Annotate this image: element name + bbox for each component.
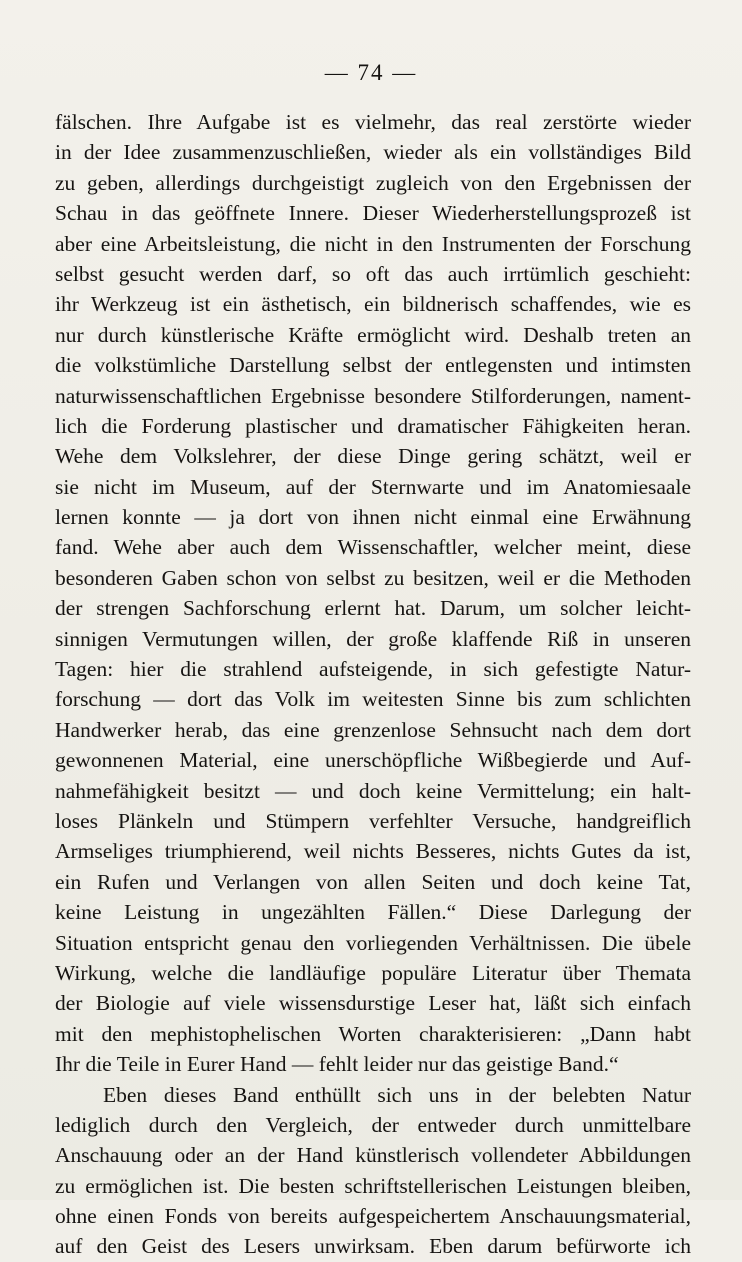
text-line: zu geben, allerdings durchgeistigt zugleich von den Ergebnissen der	[55, 170, 691, 195]
text-line: ihr Werkzeug ist ein ästhetisch, ein bildnerisch schaffendes, wie es	[55, 292, 691, 317]
text-line: lediglich durch den Vergleich, der entweder durch unmittelbare	[55, 1112, 691, 1137]
text-line: Armseliges triumphierend, weil nichts Besseres, nichts Gutes da ist,	[55, 839, 691, 864]
text-line: Tagen: hier die strahlend aufsteigende, in sich gefestigte Natur-	[55, 657, 691, 682]
text-line: Ihr die Teile in Eurer Hand — fehlt leider nur das geistige Band.“	[55, 1052, 619, 1077]
text-line: sinnigen Vermutungen willen, der große klaffende Riß in unseren	[55, 626, 691, 651]
text-line: der strengen Sachforschung erlernt hat. Darum, um solcher leicht-	[55, 596, 691, 621]
text-line: zu ermöglichen ist. Die besten schriftstellerischen Leistungen bleiben,	[55, 1173, 691, 1198]
text-line: auf den Geist des Lesers unwirksam. Eben darum befürworte ich	[55, 1234, 691, 1259]
text-line: keine Leistung in ungezählten Fällen.“ Diese Darlegung der	[55, 900, 691, 925]
paragraph-1	[55, 107, 691, 1080]
text-line: lernen konnte — ja dort von ihnen nicht einmal eine Erwähnung	[55, 505, 691, 530]
text-line: mit den mephistophelischen Worten charakterisieren: „Dann habt	[55, 1021, 691, 1046]
text-line: gewonnenen Material, eine unerschöpfliche Wißbegierde und Auf-	[55, 748, 691, 773]
text-line: Eben dieses Band enthüllt sich uns in der belebten Natur	[103, 1082, 691, 1107]
text-line: nahmefähigkeit besitzt — und doch keine Vermittelung; ein halt-	[55, 778, 691, 803]
text-line: lich die Forderung plastischer und dramatischer Fähigkeiten heran.	[55, 413, 691, 438]
text-line: Wehe dem Volkslehrer, der diese Dinge gering schätzt, weil er	[55, 444, 691, 469]
text-line: ohne einen Fonds von bereits aufgespeichertem Anschauungsmaterial,	[55, 1204, 691, 1229]
text-line: Wirkung, welche die landläufige populäre Literatur über Themata	[55, 960, 691, 985]
text-line: Situation entspricht genau den vorliegenden Verhältnissen. Die übele	[55, 930, 691, 955]
text-line: Handwerker herab, das eine grenzenlose Sehnsucht nach dem dort	[55, 717, 691, 742]
text-line: sie nicht im Museum, auf der Sternwarte und im Anatomiesaale	[55, 474, 691, 499]
text-line: Anschauung oder an der Hand künstlerisch vollendeter Abbildungen	[55, 1143, 691, 1168]
text-line: ein Rufen und Verlangen von allen Seiten und doch keine Tat,	[55, 869, 691, 894]
text-line: fand. Wehe aber auch dem Wissenschaftler, welcher meint, diese	[55, 535, 691, 560]
text-line: loses Plänkeln und Stümpern verfehlter Versuche, handgreiflich	[55, 808, 691, 833]
text-line: in der Idee zusammenzuschließen, wieder als ein vollständiges Bild	[55, 140, 691, 165]
text-line: der Biologie auf viele wissensdurstige Leser hat, läßt sich einfach	[55, 991, 691, 1016]
text-line: naturwissenschaftlichen Ergebnisse besondere Stilforderungen, nament-	[55, 383, 691, 408]
text-line: nur durch künstlerische Kräfte ermöglicht wird. Deshalb treten an	[55, 322, 691, 347]
text-line: forschung — dort das Volk im weitesten Sinne bis zum schlichten	[55, 687, 691, 712]
text-line: Schau in das geöffnete Innere. Dieser Wiederherstellungsprozeß ist	[55, 201, 691, 226]
body-text	[55, 107, 691, 1262]
paragraph-2	[55, 1080, 691, 1262]
text-line: die volkstümliche Darstellung selbst der entlegensten und intimsten	[55, 353, 691, 378]
text-line: besonderen Gaben schon von selbst zu besitzen, weil er die Methoden	[55, 565, 691, 590]
page-number: — 74 —	[324, 60, 418, 85]
text-line: fälschen. Ihre Aufgabe ist es vielmehr, das real zerstörte wieder	[55, 110, 691, 134]
text-line: selbst gesucht werden darf, so oft das auch irrtümlich geschieht:	[55, 261, 691, 286]
text-line: aber eine Arbeitsleistung, die nicht in den Instrumenten der Forschung	[55, 231, 691, 256]
